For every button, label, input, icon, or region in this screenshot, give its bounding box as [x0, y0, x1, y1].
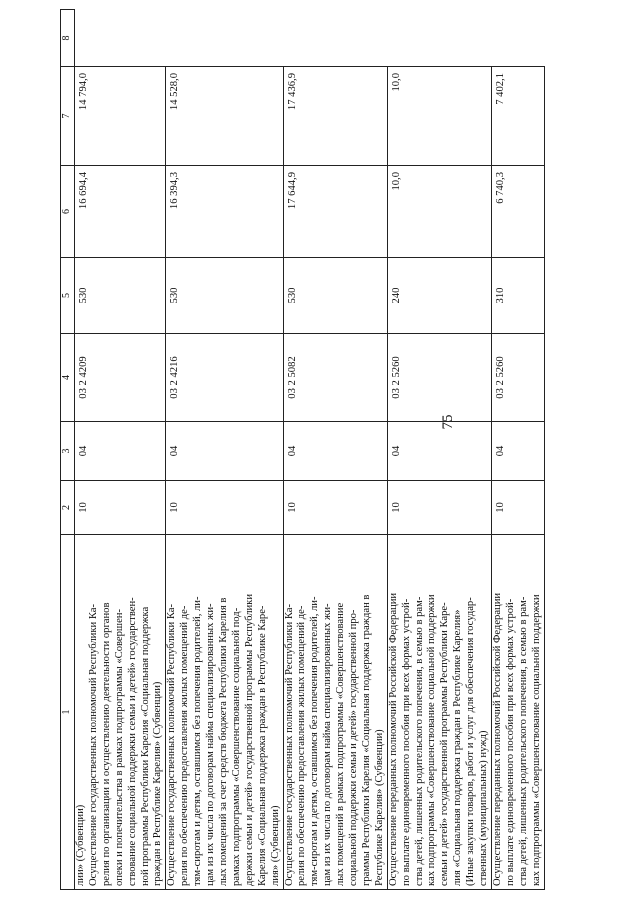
section-code: 10 — [75, 481, 166, 535]
table-body — [75, 10, 545, 890]
target-item-code: 03 2 4209 — [75, 334, 166, 422]
section-code: 10 — [492, 481, 545, 535]
row-description: Осуществление государственных полномочий Республики Ка- релия по обеспечению предоставления жилых помещений де- тям-сиротам и детям, оставшимся без попечения родителей, ли- цам из их числа по договорам найма специализированных жи- лых помещений за счет средств бюджета Республики Карелия в рамках подпрограммы «Совершенствование социальной под- держки семьи и детей» государственной программы Республики Карелия «Социальная поддержка граждан в Республике Каре- лия» (Субвенции) — [166, 535, 283, 890]
column-header-7: 7 — [61, 67, 75, 166]
target-item-code: 03 2 5260 — [387, 334, 491, 422]
amount-col8: 7 402,1 — [492, 67, 545, 166]
amount-col7: 6 740,3 — [492, 166, 545, 258]
subsection-code: 04 — [166, 422, 283, 481]
page-number: 75 — [440, 414, 456, 430]
table-row — [387, 10, 491, 890]
column-header-1: 1 — [61, 535, 75, 890]
section-code: 10 — [387, 481, 491, 535]
column-header-2: 2 — [61, 481, 75, 535]
target-item-code: 03 2 5082 — [283, 334, 387, 422]
column-header-3: 3 — [61, 422, 75, 481]
row-description: Осуществление переданных полномочий Российской Федерации по выплате единовременного пособия при всех формах устрой- ства детей, лишенных родительского попечения, в семью в рам- ках подпрограммы «Совершенствование социальной поддержки семьи и детей» государственной программы Республики Каре- лия «Социальная поддержка граждан в Республике Карелия» (Иные закупки товаров, работ и услуг для обеспечения государ- ственных (муниципальных) нужд) — [387, 535, 491, 890]
target-item-code: 03 2 4216 — [166, 334, 283, 422]
subsection-code: 04 — [387, 422, 491, 481]
column-header-4: 4 — [61, 334, 75, 422]
amount-col7: 16 694,4 — [75, 166, 166, 258]
amount-col7: 16 394,3 — [166, 166, 283, 258]
amount-col8: 14 794,0 — [75, 67, 166, 166]
table-row — [166, 10, 283, 890]
expense-type-code: 530 — [166, 258, 283, 334]
subsection-code: 04 — [75, 422, 166, 481]
subsection-code: 04 — [283, 422, 387, 481]
amount-col8: 14 528,0 — [166, 67, 283, 166]
amount-col7: 17 644,9 — [283, 166, 387, 258]
column-header-5: 5 — [61, 258, 75, 334]
row-description: лии» (Субвенции) Осуществление государственных полномочий Республики Ка- релия по организации и осуществлению деятельности органов опеки и попечительства в рамках подпрограммы «Совершен- ствование социальной поддержки семьи и детей» государствен- ной программы Республики Карелия «Социальная поддержка граждан в Республике Карелия» (Субвенции) — [75, 535, 166, 890]
column-header-8: 8 — [61, 10, 75, 67]
amount-col8: 10,0 — [387, 67, 491, 166]
expense-type-code: 530 — [75, 258, 166, 334]
amount-col8: 17 436,9 — [283, 67, 387, 166]
header-row — [61, 10, 75, 890]
expense-type-code: 240 — [387, 258, 491, 334]
budget-table — [60, 9, 545, 890]
row-description: Осуществление переданных полномочий Российской Федерации по выплате единовременного пособия при всех формах устрой- ства детей, лишенных родительского попечения, в семью в рам- ках подпрограммы «Совершенствование социальной поддержки — [492, 535, 545, 890]
expense-type-code: 530 — [283, 258, 387, 334]
section-code: 10 — [166, 481, 283, 535]
column-header-6: 6 — [61, 166, 75, 258]
table-row — [75, 10, 166, 890]
amount-col7: 10,0 — [387, 166, 491, 258]
target-item-code: 03 2 5260 — [492, 334, 545, 422]
expense-type-code: 310 — [492, 258, 545, 334]
row-description: Осуществление государственных полномочий Республики Ка- релия по обеспечению предоставления жилых помещений де- тям-сиротам и детям, оставшимся без попечения родителей, ли- цам из их числа по договорам найма специализированных жи- лых помещений в рамках подпрограммы «Совершенствование социальной поддержки семьи и детей» государственной про- граммы Республики Карелия «Социальная поддержка граждан в Республике Карелия» (Субвенции) — [283, 535, 387, 890]
section-code: 10 — [283, 481, 387, 535]
table-row — [492, 10, 545, 890]
rotated-table-container — [60, 10, 590, 890]
subsection-code: 04 — [492, 422, 545, 481]
table-row — [283, 10, 387, 890]
